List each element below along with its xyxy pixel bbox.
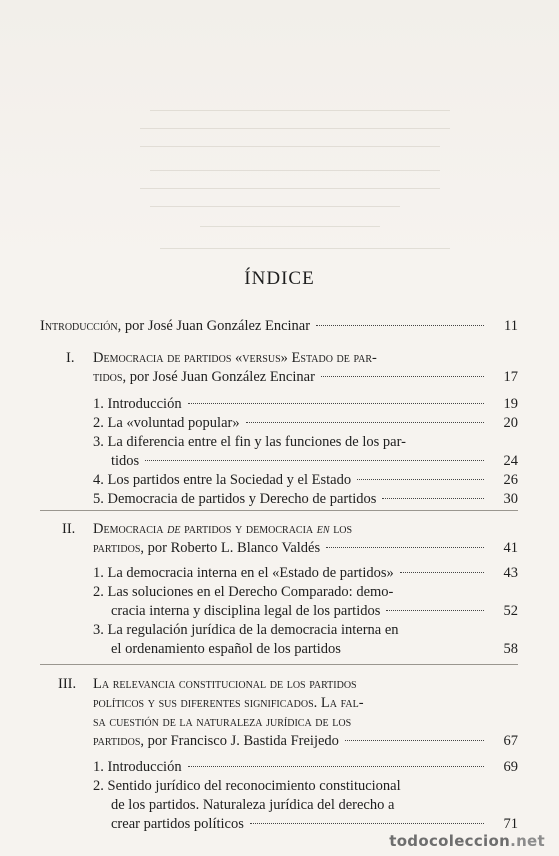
toc-item-cont: crear partidos políticos 71: [111, 816, 518, 832]
index-title: ÍNDICE: [244, 268, 315, 289]
intro-author: por José Juan González Encinar: [124, 318, 311, 334]
chapter-number: III.: [58, 676, 77, 692]
section-divider: [40, 664, 518, 665]
chapter-author: por Francisco J. Bastida Freijedo: [147, 733, 339, 749]
toc-intro: [40, 316, 518, 336]
toc-item: 4. Los partidos entre la Sociedad y el Estado 26: [93, 472, 518, 488]
chapter-number: I.: [66, 350, 75, 366]
chapter-author-row: partidos, por Roberto L. Blanco Valdés 41: [93, 540, 518, 556]
page-number: 67: [503, 733, 518, 749]
toc-item-cont: el ordenamiento español de los partidos 58: [111, 641, 518, 657]
intro-label: Introducción,: [40, 318, 122, 334]
toc-item: 2. Sentido jurídico del reconocimiento constitucional: [93, 778, 401, 794]
toc-item-cont: cracia interna y disciplina legal de los partidos 52: [111, 603, 518, 619]
chapter-title: La relevancia constitucional de los partidos: [93, 676, 357, 692]
chapter-author-row: partidos, por Francisco J. Bastida Freijedo 67: [93, 733, 518, 749]
leader-dots: [321, 376, 484, 377]
chapter-author: por Roberto L. Blanco Valdés: [147, 540, 321, 556]
show-through-text: [0, 0, 559, 260]
chapter-title: Democracia de partidos y democracia en los: [93, 521, 353, 537]
toc-item: 1. Introducción 19: [93, 396, 518, 412]
toc-item: 2. Las soluciones en el Derecho Comparado: demo-: [93, 584, 394, 600]
toc-item: 3. La diferencia entre el fin y las funciones de los par-: [93, 434, 406, 450]
watermark-logo: todocoleccion.net: [389, 832, 545, 850]
toc-item: 1. Introducción 69: [93, 759, 518, 775]
chapter-author-row: tidos, por José Juan González Encinar 17: [93, 369, 518, 385]
chapter-title: políticos y sus diferentes significados. La fal-: [93, 695, 364, 711]
page-number: 41: [503, 540, 518, 556]
chapter-title: sa cuestión de la naturaleza jurídica de los: [93, 714, 352, 730]
chapter-author: por José Juan González Encinar: [129, 369, 315, 385]
leader-dots: [316, 325, 484, 326]
toc-item: 1. La democracia interna en el «Estado de partidos» 43: [93, 565, 518, 581]
toc-item-cont: tidos 24: [111, 453, 518, 469]
toc-item: 5. Democracia de partidos y Derecho de partidos 30: [93, 491, 518, 507]
chapter-number: II.: [62, 521, 76, 537]
toc-item-cont: de los partidos. Naturaleza jurídica del derecho a: [111, 797, 395, 813]
toc-item: 2. La «voluntad popular» 20: [93, 415, 518, 431]
chapter-title: Democracia de partidos «versus» Estado de par-: [93, 350, 377, 366]
page-number: 17: [503, 369, 518, 385]
section-divider: [40, 510, 518, 511]
toc-item: 3. La regulación jurídica de la democracia interna en: [93, 622, 399, 638]
page-number: 11: [504, 318, 518, 334]
